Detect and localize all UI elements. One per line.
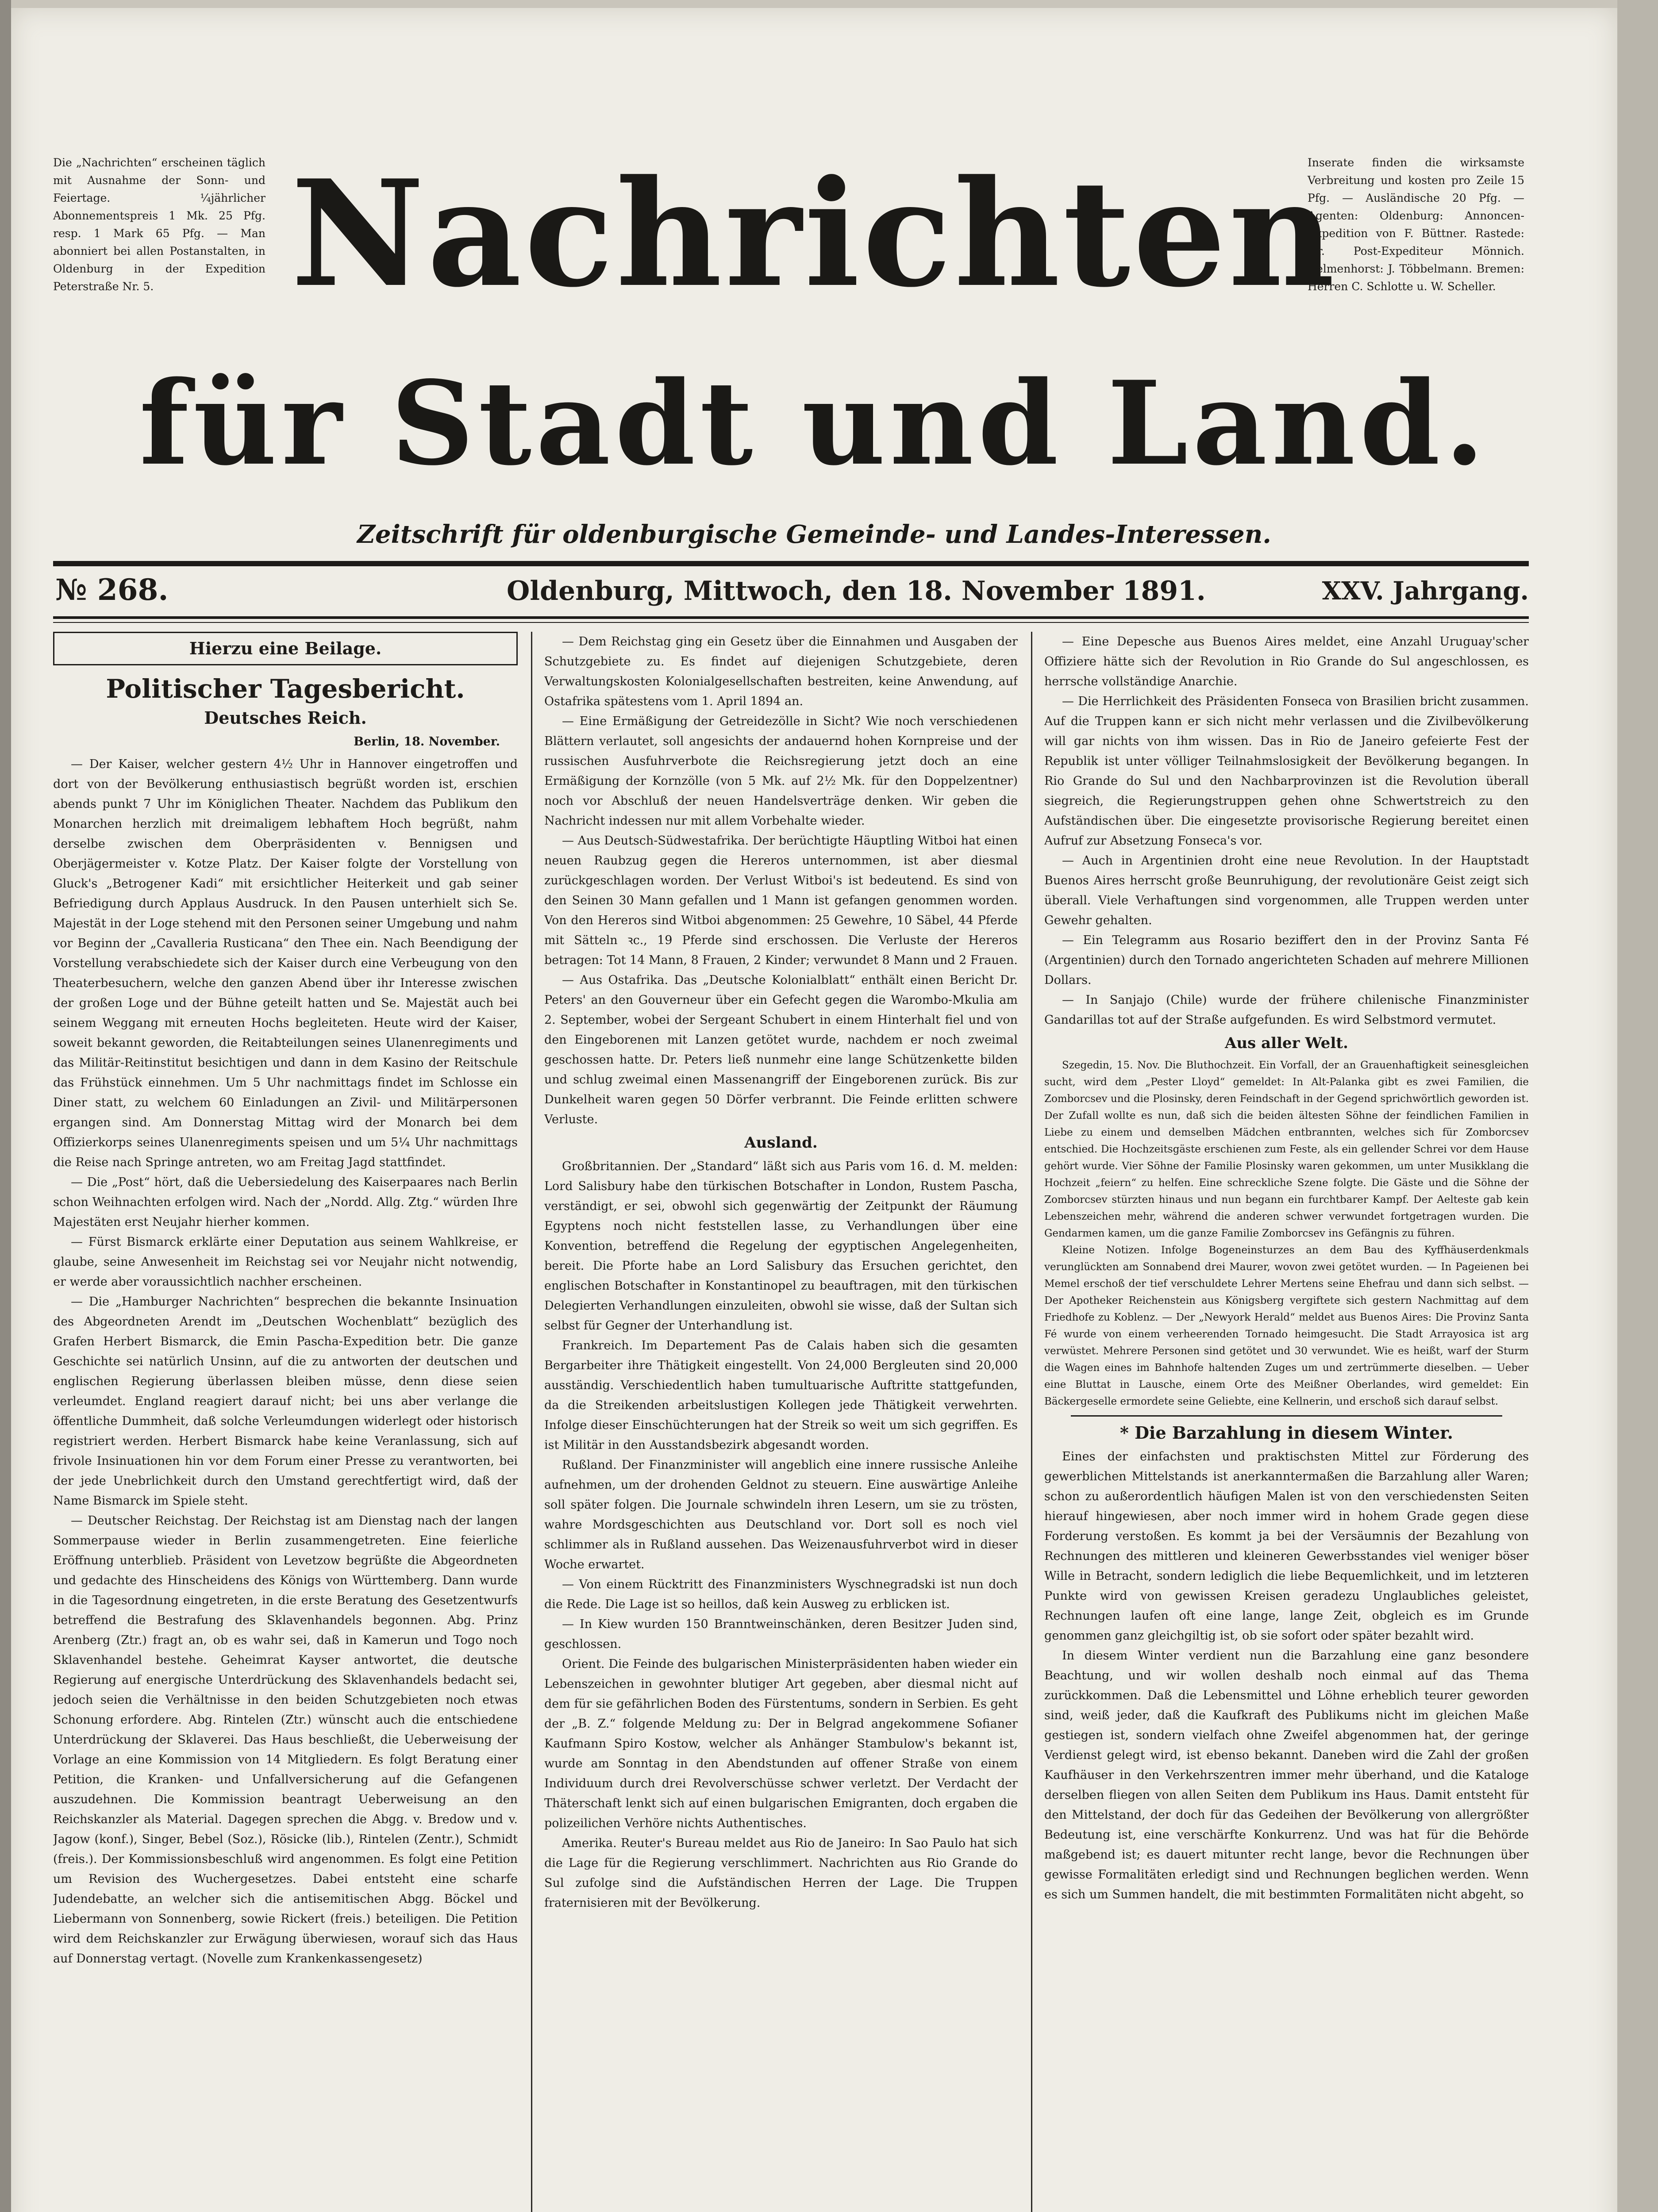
article-paragraph: — Deutscher Reichstag. Der Reichstag ist am Dienstag nach der langen Sommerpause wieder in Berlin zusammengetreten. Eine feierliche Eröffnung unterblieb. Präsident von Levetzow begrüßte die Abgeordneten und gedachte des Hinscheidens des Königs von Württemberg. Dann wurde in die Tagesordnung eingetreten, in die erste Beratung des Gesetzentwurfs betreffend die Bestrafung des Sklavenhandels begonnen. Abg. Prinz Arenberg (Ztr.) fragt an, ob es wahr sei, daß in Kamerun und Togo noch Sklavenhandel bestehe. Geheimrat Kayser antwortet, die deutsche Regierung auf energische Unterdrückung des Sklavenhandels bedacht sei, jedoch seien die Verhältnisse in den beiden Schutzgebieten noch etwas Schonung erfordere. Abg. Rintelen (Ztr.) wünscht auch die entschiedene Unterdrückung der Sklaverei. Das Haus beschließt, die Ueberweisung der Vorlage an eine Kommission von 14 Mitgliedern. Es folgt Beratung einer Petition, die Kranken- und Unfallversicherung auf die Gefangenen auszudehnen. Die Kommission beantragt Ueberweisung an den Reichskanzler als Material. Dagegen sprechen die Abgg. v. Bredow und v. Jagow (konf.), Singer, Bebel (Soz.), Rösicke (lib.), Rintelen (Zentr.), Schmidt (freis.). Der Kommissionsbeschluß wird angenommen. Es folgt eine Petition um Revision des Wuchergesetzes. Dabei entsteht eine scharfe Judendebatte, an welcher sich die antisemitischen Abgg. Böckel und Liebermann von Sonnenberg, sowie Rickert (freis.) beteiligen. Die Petition wird dem Reichskanzler zur Erwägung überwiesen, worauf sich das Haus auf Donnerstag vertagt. (Novelle zum Krankenkassengesetz) <box>53 1514 518 1966</box>
berlin-dateline: Berlin, 18. November. <box>354 735 500 749</box>
issue-number: № 268. <box>55 572 169 607</box>
column-divider-2 <box>1031 632 1032 2212</box>
header-bottom-rule-thin <box>53 622 1529 623</box>
article-paragraph: Kleine Notizen. Infolge Bogeneinsturzes an dem Bau des Kyffhäuserdenkmals verunglückten am Sonnabend drei Maurer, wovon zwei getötet wurden. — In Pageienen bei Memel erschoß der tief verschuldete Lehrer Mertens seine Ehefrau und dann sich selbst. — Der Apotheker Reichenstein aus Königsberg vergiftete sich gestern Nachmittag auf dem Friedhofe zu Koblenz. — Der „Newyork Herald“ meldet aus Buenos Aires: Die Provinz Santa Fé wurde von einem verheerenden Tornado heimgesucht. Die Stadt Arrayosica ist arg verwüstet. Mehrere Personen sind getötet und 30 verwundet. Wie es heißt, warf der Sturm die Wagen eines im Bahnhofe haltenden Zuges um und zertrümmerte dieselben. — Ueber eine Bluttat in Lausche, einem Orte des Meißner Oberlandes, wird gemeldet: Ein Bäckergeselle ermordete seine Geliebte, eine Kellnerin, und erschoß sich darauf selbst. <box>1044 1244 1529 1407</box>
article-paragraph: Amerika. Reuter's Bureau meldet aus Rio de Janeiro: In Sao Paulo hat sich die Lage für die Regierung verschlimmert. Nachrichten aus Rio Grande do Sul zufolge sind die Aufständischen Herren der Lage. Die Truppen fraternisieren mit der Bevölkerung. <box>544 1836 1018 1910</box>
dateline <box>55 574 1529 605</box>
top-rule <box>53 561 1529 566</box>
article-paragraph: — Die Herrlichkeit des Präsidenten Fonseca von Brasilien bricht zusammen. Auf die Truppen kann er sich nicht mehr verlassen und die Zivilbevölkerung will gar nichts von ihm wissen. Das in Rio de Janeiro gefeierte Fest der Republik ist unter völliger Teilnahmslosigkeit der Bevölkerung begangen. In Rio Grande do Sul und den Nachbarprovinzen ist die Revolution überall siegreich, die Regierungstruppen gehen ohne Schwertstreich zu den Aufständischen über. Die eingesetzte provisorische Regierung bereitet einen Aufruf zur Absetzung Fonseca's vor. <box>1044 695 1529 848</box>
article-paragraph: Eines der einfachsten und praktischsten Mittel zur Förderung des gewerblichen Mittelstands ist anerkanntermaßen die Barzahlung aller Waren; schon zu außerordentlich häufigen Malen ist von den verschiedensten Seiten hierauf hingewiesen, aber noch immer wird in hohem Grade gegen diese Forderung verstoßen. Es kommt ja bei der Versäumnis der Bezahlung von Rechnungen des mittleren und kleineren Gewerbsstandes viel weniger böser Wille in Betracht, sondern lediglich die liebe Bequemlichkeit, und im letzteren Punkte wird von gewissen Kreisen geradezu Unglaubliches geleistet, Rechnungen laufen oft eine lange, lange Zeit, obgleich es im Grunde genommen ganz gleichgiltig ist, ob sie sofort oder später bezahlt wird. <box>1044 1450 1529 1643</box>
masthead-tagline: Zeitschrift für oldenburgische Gemeinde- und Landes-Interessen. <box>357 520 1271 549</box>
article-paragraph: Szegedin, 15. Nov. Die Bluthochzeit. Ein Vorfall, der an Grauenhaftigkeit seinesgleichen sucht, wird dem „Pester Lloyd“ gemeldet: In Alt-Palanka gibt es zwei Familien, die Zomborcsev und die Plosinsky, deren Feindschaft in der Gegend sprichwörtlich geworden ist. Der Zufall wollte es nun, daß sich die beiden ältesten Söhne der feindlichen Familien in Liebe zu einem und demselben Mädchen entbrannten, welches sich für Zomborcsev entschied. Die Hochzeitsgäste erschienen zum Feste, als ein gellender Schrei vor dem Hause gehört wurde. Vier Söhne der Familie Plosinsky waren gekommen, um unter Musikklang die Hochzeit „feiern“ zu helfen. Eine schreckliche Szene folgte. Die Gäste und die Söhne der Zomborcsev stürzten hinaus und nun begann ein furchtbarer Kampf. Der Aelteste gab kein Lebenszeichen mehr, während die anderen schwer verwundet fortgetragen wurden. Die Gendarmen kamen, um die ganze Familie Zomborcsev ins Gefängnis zu führen. <box>1044 1060 1529 1239</box>
subscription-notice: Die „Nachrichten“ erscheinen täglich mit Ausnahme der Sonn- und Feiertage. ¼jährlicher Abonnementspreis 1 Mk. 25 Pfg. resp. 1 Mark 65 Pfg. — Man abonniert bei allen Postanstalten, in Oldenburg in der Expedition Peterstraße Nr. 5. <box>53 156 265 293</box>
header-bottom-rule <box>53 616 1529 619</box>
article-paragraph: — Aus Deutsch-Südwestafrika. Der berüchtigte Häuptling Witboi hat einen neuen Raubzug gegen die Hereros unternommen, ist aber diesmal zurückgeschlagen worden. Der Verlust Witboi's ist bedeutend. Es sind von den Seinen 30 Mann gefallen und 1 Mann ist gefangen genommen worden. Von den Hereros sind Witboi abgenommen: 25 Gewehre, 10 Säbel, 44 Pferde mit Sätteln ꝛc., 19 Pferde sind erschossen. Die Verluste der Hereros betragen: Tot 14 Mann, 8 Frauen, 2 Kinder; verwundet 8 Mann und 2 Frauen. <box>544 834 1018 967</box>
article-paragraph: — Fürst Bismarck erklärte einer Deputation aus seinem Wahlkreise, er glaube, seine Anwesenheit im Reichstag sei vor Neujahr nicht notwendig, er werde aber voraussichtlich nachher erscheinen. <box>53 1235 518 1289</box>
article-paragraph: — Die „Post“ hört, daß die Uebersiedelung des Kaiserpaares nach Berlin schon Weihnachten erfolgen wird. Nach der „Nordd. Allg. Ztg.“ würden Ihre Majestäten erst Neujahr hierher kommen. <box>53 1175 518 1229</box>
volume: XXV. Jahrgang. <box>1322 576 1529 606</box>
newspaper-page <box>11 8 1617 2212</box>
binding-edge <box>0 0 11 2212</box>
article-paragraph: — Der Kaiser, welcher gestern 4½ Uhr in Hannover eingetroffen und dort von der Bevölkerung enthusiastisch begrüßt worden ist, erschien abends punkt 7 Uhr im Königlichen Theater. Nachdem das Publikum den Monarchen herzlich mit dreimaligem lebhaftem Hoch begrüßt, nahm derselbe zwischen dem Oberpräsidenten v. Bennigsen und Oberjägermeister v. Kotze Platz. Der Kaiser folgte der Vorstellung von Gluck's „Betrogener Kadi“ mit ersichtlicher Heiterkeit und gab seiner Befriedigung durch Applaus Ausdruck. In den Pausen unterhielt sich Se. Majestät in der Loge stehend mit den Personen seiner Umgebung und nahm vor Beginn der „Cavalleria Rusticana“ den Thee ein. Nach Beendigung der Vorstellung verabschiedete sich der Kaiser durch eine Verbeugung von den Theaterbesuchern, welche den ganzen Abend über ihr Interesse zwischen der großen Loge und der Bühne geteilt hatten und Se. Majestät auch bei seinem Weggang mit erneuten Hochs begleiteten. Heute wird der Kaiser, soweit bekannt geworden, die Reitabteilungen seines Ulanenregiments und das Militär-Reitinstitut besichtigen und dann in dem Kasino der Reitschule das Frühstück einnehmen. Um 5 Uhr nachmittags findet im Schlosse ein Diner statt, zu welchem 60 Einladungen an Zivil- und Militärpersonen ergangen sind. Am Donnerstag Mittag wird der Monarch bei dem Offizierkorps seines Ulanenregiments speisen und um 5¼ Uhr nachmittags die Reise nach Springe antreten, wo am Freitag Jagd stattfindet. <box>53 757 518 1169</box>
article-paragraph: — Von einem Rücktritt des Finanzministers Wyschnegradski ist nun doch die Rede. Die Lage ist so heillos, daß kein Ausweg zu erblicken ist. <box>544 1578 1018 1611</box>
column-3 <box>1044 632 1529 2212</box>
article-paragraph: Orient. Die Feinde des bulgarischen Ministerpräsidenten haben wieder ein Lebenszeichen in gewohnter blutiger Art gegeben, aber diesmal nicht auf dem für sie gefährlichen Boden des Fürstentums, sondern in Serbien. Es geht der „B. Z.“ folgende Meldung zu: Der in Belgrad angekommene Sofianer Kaufmann Spiro Kostow, welcher als Anhänger Stambulow's bekannt ist, wurde am Sonntag in den Abendstunden auf offener Straße von einem Individuum durch drei Revolverschüsse schwer verletzt. Der Verdacht der Thäterschaft lenkt sich auf einen bulgarischen Emigranten, doch ergaben die polizeilichen Verhöre nichts Authentisches. <box>544 1657 1018 1830</box>
advertising-notice: Inserate finden die wirksamste Verbreitung und kosten pro Zeile 15 Pfg. — Ausländische 20 Pfg. — Agenten: Oldenburg: Annoncen-Expedition von F. Büttner. Rastede: Hr. Post-Expediteur Mönnich. Delmenhorst: J. Többelmann. Bremen: Herren C. Schlotte u. W. Scheller. <box>1308 156 1524 293</box>
article-paragraph: — Auch in Argentinien droht eine neue Revolution. In der Hauptstadt Buenos Aires herrscht große Beunruhigung, der revolutionäre Geist zeigt sich überall. Viele Verhaftungen sind vorgenommen, alle Truppen werden unter Gewehr gehalten. <box>1044 854 1529 927</box>
article-paragraph: Frankreich. Im Departement Pas de Calais haben sich die gesamten Bergarbeiter ihre Thätigkeit eingestellt. Von 24,000 Bergleuten sind 20,000 ausständig. Verschiedentlich haben tumultuarische Auftritte stattgefunden, da die Streikenden arbeitslustigen Kollegen jede Thätigkeit verwehrten. Infolge dieser Einschüchterungen hat der Streik so weit um sich gegriffen. Es ist Militär in den Ausstandsbezirk abgesandt worden. <box>544 1339 1018 1452</box>
article-paragraph: — Dem Reichstag ging ein Gesetz über die Einnahmen und Ausgaben der Schutzgebiete zu. Es findet auf diejenigen Schutzgebiete, deren Verwaltungskosten Kolonialgesellschaften bestreiten, keine Anwendung, auf Ostafrika spätestens vom 1. April 1894 an. <box>544 635 1018 708</box>
politics-heading: Politischer Tagesbericht. <box>106 674 465 704</box>
article-paragraph: In diesem Winter verdient nun die Barzahlung eine ganz besondere Beachtung, und wir wollen deshalb noch einmal auf das Thema zurückkommen. Daß die Lebensmittel und Löhne erheblich teurer geworden sind, weiß jeder, daß die Kaufkraft des Publikums nicht im gleichen Maße gestiegen ist, sondern vielfach ohne Zweifel abgenommen hat, der geringe Verdienst gelegt wird, ist ebenso bekannt. Daneben wird die Zahl der großen Kaufhäuser in den Verkehrszentren immer mehr überhand, und die Kataloge derselben fliegen von allen Seiten dem Publikum ins Haus. Damit entsteht für den Mittelstand, der doch für das Gedeihen der Bevölkerung von allergrößter Bedeutung ist, eine verschärfte Konkurrenz. Und was hat für die Behörde maßgebend ist; es dauert mitunter recht lange, bevor die Rechnungen über gewisse Formalitäten erledigt sind und Rechnungen beglichen werden. Wenn es sich um Summen handelt, die mit bestimmten Formalitäten nicht abgeht, so <box>1044 1649 1529 1901</box>
section-world: Aus aller Welt. <box>1225 1034 1348 1052</box>
issue-date: Oldenburg, Mittwoch, den 18. November 1891. <box>507 576 1206 607</box>
article-paragraph: Großbritannien. Der „Standard“ läßt sich aus Paris vom 16. d. M. melden: Lord Salisbury habe den türkischen Botschafter in London, Rustem Pascha, verständigt, er sei, obwohl sich gegenwärtig der Zeitpunkt der Räumung Egyptens noch nicht feststellen lasse, zu Verhandlungen über eine Konvention, betreffend die Regelung der egyptischen Angelegenheiten, bereit. Die Pforte habe an Lord Salisbury das Ersuchen gerichtet, den englischen Botschafter in Konstantinopel zu beauftragen, mit den türkischen Delegierten Verhandlungen einzuleiten, obwohl sie wisse, daß der Sultan sich selbst für Gegner der Unterhandlung ist. <box>544 1160 1018 1333</box>
section-abroad: Ausland. <box>744 1134 818 1152</box>
column-divider-1 <box>531 632 532 2212</box>
article-paragraph: — Aus Ostafrika. Das „Deutsche Kolonialblatt“ enthält einen Bericht Dr. Peters' an den Gouverneur über ein Gefecht gegen die Warombo-Mkulia am 2. September, wobei der Sergeant Schubert in einem Hinterhalt fiel und von den Eingeborenen mit Lanzen getötet wurde, nachdem er noch zweimal geschossen hatte. Dr. Peters ließ nunmehr eine lange Schützenkette bilden und schlug zweimal einen Massenangriff der Eingeborenen zurück. Bis zur Dunkelheit waren gegen 50 Dörfer verbrannt. Die Feinde erlitten schwere Verluste. <box>544 973 1018 1126</box>
article-paragraph: — Ein Telegramm aus Rosario beziffert den in der Provinz Santa Fé (Argentinien) durch den Tornado angerichteten Schaden auf mehrere Millionen Dollars. <box>1044 933 1529 987</box>
column-1 <box>53 632 518 2212</box>
supplement-notice: Hierzu eine Beilage. <box>53 632 518 665</box>
article-paragraph: — Die „Hamburger Nachrichten“ besprechen die bekannte Insinuation des Abgeordneten Arendt im „Deutschen Wochenblatt“ bezüglich des Grafen Herbert Bismarck, die Emin Pascha-Expedition betr. Die ganze Geschichte sei natürlich Unsinn, auf die zu antworten der deutschen und englischen Regierung überlassen bleiben müsse, denn diese seien verleumdet. England reagiert darauf nicht; bei uns aber verlange die öffentliche Dummheit, daß solche Verleumdungen widerlegt oder historisch registriert werden. Herbert Bismarck habe keine Veranlassung, sich auf frivole Insinuationen hin vor dem Forum einer Presse zu verantworten, bei der jede Unebrlichkeit durch den Umstand gerechtfertigt wird, daß der Name Bismarck im Spiele steht. <box>53 1295 518 1508</box>
masthead-title: Nachrichten <box>291 148 1338 319</box>
article-paragraph: — Eine Ermäßigung der Getreidezölle in Sicht? Wie noch verschiedenen Blättern verlautet, soll angesichts der andauernd hohen Kornpreise und der russischen Ausfuhrverbote die Reichsregierung jetzt doch an eine Ermäßigung der Kornzölle (von 5 Mk. auf 2½ Mk. für den Doppelzentner) noch vor Abschluß der neuen Handelsverträge denken. Wir geben die Nachricht indessen nur mit allem Vorbehalte wieder. <box>544 714 1018 828</box>
section-rule <box>1071 1415 1502 1417</box>
section-german-empire: Deutsches Reich. <box>204 708 367 728</box>
article-paragraph: — Eine Depesche aus Buenos Aires meldet, eine Anzahl Uruguay'scher Offiziere hätte sich der Revolution in Rio Grande do Sul angeschlossen, es herrsche vollständige Anarchie. <box>1044 635 1529 688</box>
column-2 <box>544 632 1018 2212</box>
article-paragraph: Rußland. Der Finanzminister will angeblich eine innere russische Anleihe aufnehmen, um der drohenden Geldnot zu steuern. Eine auswärtige Anleihe soll später folgen. Die Journale schwindeln ihren Lesern, um sie zu trösten, wahre Mordsgeschichten aus Deutschland vor. Dort soll es noch viel schlimmer als in Rußland aussehen. Das Weizenausfuhrverbot wird in dieser Woche erwartet. <box>544 1458 1018 1571</box>
masthead-subtitle-line: für Stadt und Land. <box>139 356 1489 491</box>
article-paragraph: — In Sanjajo (Chile) wurde der frühere chilenische Finanzminister Gandarillas tot auf der Straße aufgefunden. Es wird Selbstmord vermutet. <box>1044 993 1529 1027</box>
page-edge <box>1617 0 1658 2212</box>
article-paragraph: — In Kiew wurden 150 Branntweinschänken, deren Besitzer Juden sind, geschlossen. <box>544 1617 1018 1651</box>
cash-payment-headline: * Die Barzahlung in diesem Winter. <box>1119 1423 1454 1443</box>
